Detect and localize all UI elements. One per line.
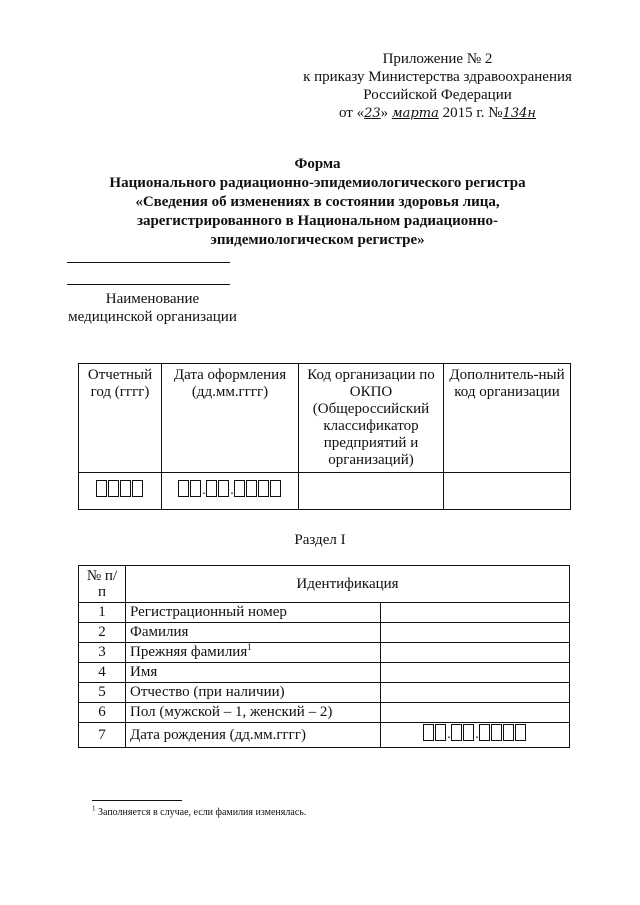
order-number: 134н <box>502 106 536 121</box>
footnote-divider <box>92 800 182 801</box>
report-year-field[interactable] <box>79 473 162 510</box>
issue-date-field[interactable] <box>162 473 299 510</box>
org-name-label: Наименование медицинской организации <box>68 291 237 325</box>
row-label: Имя <box>126 663 381 683</box>
org-name-blank-line-2[interactable] <box>67 284 230 285</box>
table-row: 7 Дата рождения (дд.мм.гггг) . . <box>79 723 570 748</box>
okpo-code-field[interactable] <box>299 473 444 510</box>
header-report-year: Отчетный год (гггг) <box>79 364 162 473</box>
appendix-number: Приложение № 2 <box>382 51 493 67</box>
header-okpo-code: Код организации по ОКПО (Общероссийский классификатор предприятий и организаций) <box>299 364 444 473</box>
sex-field[interactable] <box>381 703 570 723</box>
date-boxes: . . <box>178 480 282 497</box>
identification-table <box>78 565 570 748</box>
appendix-header <box>290 50 585 123</box>
previous-surname-field[interactable] <box>381 643 570 663</box>
table-row: 2 Фамилия <box>79 623 570 643</box>
table-row: 4 Имя <box>79 663 570 683</box>
patronymic-field[interactable] <box>381 683 570 703</box>
footnote-ref: 1 <box>247 642 252 652</box>
appendix-federation: Российской Федерации <box>363 87 512 103</box>
year-boxes <box>96 480 144 497</box>
row-label: Фамилия <box>126 623 381 643</box>
row-label: Дата рождения (дд.мм.гггг) <box>126 723 381 748</box>
additional-code-field[interactable] <box>444 473 571 510</box>
footnote: $^1$ Заполняется в случае, если фамилия изменялась. <box>92 804 307 818</box>
order-date-line: от «23» марта 2015 г. №134н <box>338 105 536 121</box>
section-title: Раздел I <box>294 532 346 548</box>
header-additional-code: Дополнитель-ный код организации <box>444 364 571 473</box>
table-row: 1 Регистрационный номер <box>79 603 570 623</box>
form-title: Форма Национального радиационно-эпидемиологического регистра «Сведения об изменениях в состоянии здоровья лица, зарегистрированного в Национальном радиационно- эпидемиологическом регистре» <box>109 156 526 248</box>
report-header-table <box>78 363 571 510</box>
org-name-blank-line-1[interactable] <box>67 262 230 263</box>
birth-date-boxes: . . <box>423 724 527 741</box>
row-label: Регистрационный номер <box>126 603 381 623</box>
table-row: 5 Отчество (при наличии) <box>79 683 570 703</box>
order-month: марта <box>391 106 439 121</box>
table-row: 6 Пол (мужской – 1, женский – 2) <box>79 703 570 723</box>
order-year: 2015 г. № <box>442 105 503 121</box>
registration-number-field[interactable] <box>381 603 570 623</box>
row-label: Отчество (при наличии) <box>126 683 381 703</box>
first-name-field[interactable] <box>381 663 570 683</box>
surname-field[interactable] <box>381 623 570 643</box>
row-label: Пол (мужской – 1, женский – 2) <box>126 703 381 723</box>
row-label: Прежняя фамилия$^1$ <box>126 643 381 663</box>
col-header-identification: Идентификация <box>126 566 570 603</box>
col-header-number: № п/п <box>79 566 126 603</box>
appendix-order-ref: к приказу Министерства здравоохранения <box>303 69 572 85</box>
table-row: 3 Прежняя фамилия$^1$ <box>79 643 570 663</box>
header-issue-date: Дата оформления (дд.мм.гггг) <box>162 364 299 473</box>
birth-date-field[interactable] <box>381 723 570 748</box>
order-day: 23 <box>364 106 381 121</box>
